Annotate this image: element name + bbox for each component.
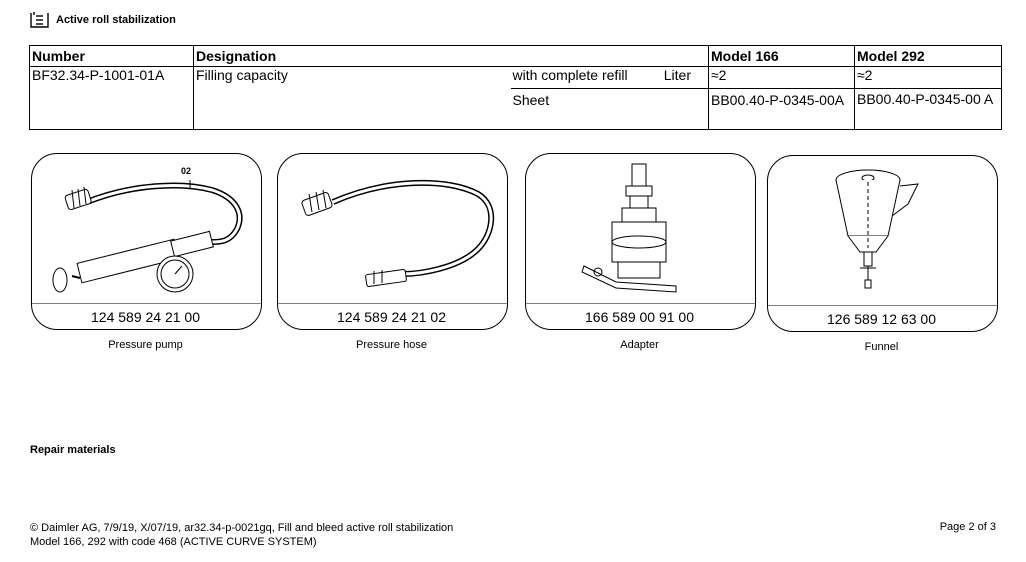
pressure-pump-drawing: [32, 154, 261, 304]
table-cell-model-166: ≈2: [709, 67, 855, 89]
unit-text: Liter: [663, 67, 691, 83]
adapter-drawing: [526, 154, 755, 304]
table-cell-detail: [511, 67, 709, 89]
tool-frame: [525, 153, 756, 330]
part-number: 166 589 00 91 00: [585, 309, 694, 325]
pressure-hose-drawing: [278, 154, 507, 304]
table-cell-model-166: BB00.40-P-0345-00A: [709, 89, 855, 130]
tool-name: Pressure hose: [356, 339, 427, 351]
page-number: Page 2 of 3: [939, 521, 996, 533]
footer-info: [30, 521, 453, 549]
table-cell-model-292: ≈2: [855, 67, 1002, 89]
tool-name: Pressure pump: [108, 339, 183, 351]
column-header: Model 166: [709, 46, 855, 67]
tool-frame: [31, 153, 262, 330]
capacity-table: [29, 45, 1002, 130]
callout-label: 02: [181, 166, 192, 176]
column-header: Number: [30, 46, 194, 67]
column-header: Designation: [194, 46, 511, 67]
part-number: 126 589 12 63 00: [827, 311, 936, 327]
document-icon: [30, 12, 49, 29]
table-cell-designation: Filling capacity: [194, 67, 511, 130]
column-header: Model 292: [855, 46, 1002, 67]
tool-frame: [767, 155, 998, 332]
tool-name: Funnel: [864, 341, 899, 353]
page-header: [30, 9, 176, 31]
table-row: [30, 67, 1002, 89]
tool-frame: [277, 153, 508, 330]
footer-model: Model 166, 292 with code 468 (ACTIVE CURVE SYSTEM): [30, 536, 317, 548]
table-cell-detail: Sheet: [511, 89, 709, 130]
page-title: Active roll stabilization: [56, 14, 176, 26]
part-number: 124 589 24 21 02: [337, 309, 446, 325]
tool-name: Adapter: [620, 339, 659, 351]
part-number: 124 589 24 21 00: [91, 309, 200, 325]
table-header-row: [30, 46, 1002, 67]
footer-copyright: © Daimler AG, 7/9/19, X/07/19, ar32.34-p-0021gq, Fill and bleed active roll stabilization: [30, 522, 454, 534]
table-cell-number: BF32.34-P-1001-01A: [30, 67, 194, 130]
table-cell-model-292: BB00.40-P-0345-00 A: [855, 89, 1002, 130]
detail-text: with complete refill: [512, 67, 628, 83]
funnel-drawing: [768, 156, 997, 306]
section-title: Repair materials: [30, 444, 116, 456]
column-header: [511, 46, 709, 67]
